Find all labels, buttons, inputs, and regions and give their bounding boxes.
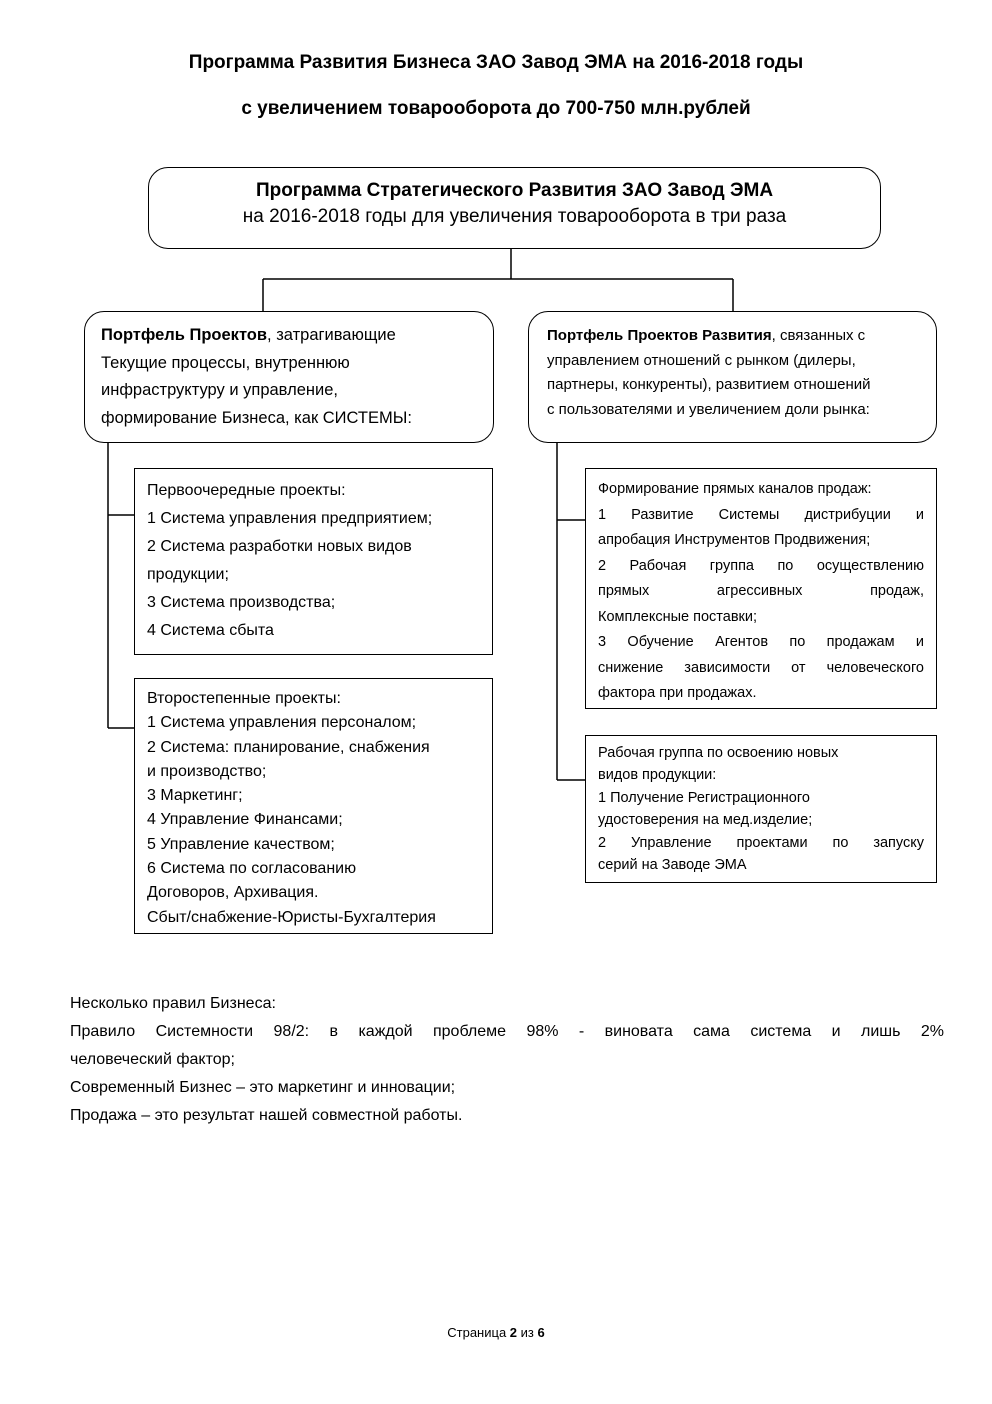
page-subtitle: с увеличением товарооборота до 700-750 млн.рублей [241, 98, 751, 119]
page-number [0, 1325, 992, 1340]
portfolio-text-line: Текущие процессы, внутреннюю [101, 353, 350, 372]
list-item: Договоров, Архивация. [147, 884, 319, 902]
list-item: серий на Заводе ЭМА [598, 857, 747, 874]
page-title: Программа Развития Бизнеса ЗАО Завод ЭМА на 2016-2018 годы [188, 52, 804, 73]
list-item: 4 Управление Финансами; [147, 811, 343, 829]
list-item: 1 Система управления предприятием; [147, 510, 433, 527]
secondary-projects-node [134, 678, 493, 934]
list-item: 2 Система разработки новых видов [147, 538, 412, 555]
page-number-total: 6 [537, 1325, 545, 1340]
direct-sales-channels-node [585, 468, 937, 709]
portfolio-text-line: партнеры, конкуренты), развитием отношений [547, 376, 871, 393]
list-item: 1 Система управления персоналом; [147, 714, 417, 732]
list-item: 2 Система: планирование, снабжения [147, 738, 430, 756]
portfolio-text-line: с пользователями и увеличением доли рынка: [547, 400, 870, 418]
rule-modern-business: Современный Бизнес – это маркетинг и инновации; [70, 1079, 456, 1096]
current-processes-portfolio-node [84, 311, 494, 443]
development-portfolio-node [528, 311, 937, 443]
list-item: 3 Маркетинг; [147, 787, 243, 805]
list-item: 2 Управление проектами по запуску [598, 834, 924, 851]
list-item: 3 Обучение Агентов по продажам и [598, 634, 924, 650]
list-item: Комплексные поставки; [598, 608, 758, 625]
new-products-group-node [585, 735, 937, 883]
list-item: 5 Управление качеством; [147, 835, 335, 853]
strategic-program-node [148, 167, 881, 249]
page-number-current: 2 [509, 1325, 518, 1340]
list-item: 1 Развитие Системы дистрибуции и [598, 506, 924, 523]
list-item: Первоочередные проекты: [147, 482, 346, 499]
business-rules [70, 990, 944, 1130]
strategic-program-heading: Программа Стратегического Развития ЗАО Завод ЭМА [255, 180, 774, 201]
portfolio-text-line: управлением отношений с рынком (дилеры, [547, 351, 856, 369]
list-item: 1 Получение Регистрационного [598, 789, 810, 806]
list-item: Сбыт/снабжение-Юристы-Бухгалтерия [147, 908, 436, 926]
portfolio-text-line: , связанных с [771, 327, 866, 344]
list-item: и производство; [147, 762, 267, 780]
list-item: 6 Система по согласованию [147, 860, 357, 878]
list-item: 2 Рабочая группа по осуществлению [598, 557, 924, 574]
strategic-program-subheading: на 2016-2018 годы для увеличения товарооборота в три раза [242, 206, 787, 227]
portfolio-title: Портфель Проектов [101, 326, 268, 344]
rule-systemic-line: Правило Системности 98/2: в каждой проблеме 98% - виновата сама система и лишь 2% [70, 1023, 944, 1040]
list-item: апробация Инструментов Продвижения; [598, 532, 871, 548]
list-item: удостоверения на мед.изделие; [598, 812, 813, 829]
list-item: видов продукции: [598, 767, 717, 784]
page-number-prefix: Страница [447, 1325, 507, 1340]
rule-systemic-line: человеческий фактор; [70, 1051, 235, 1068]
list-item: Рабочая группа по освоению новых [598, 745, 839, 761]
list-item: Формирование прямых каналов продаж: [598, 481, 872, 497]
rules-heading: Несколько правил Бизнеса: [70, 995, 276, 1012]
list-item: фактора при продажах. [598, 685, 757, 701]
rule-sales: Продажа – это результат нашей совместной работы. [70, 1107, 463, 1124]
list-item: 3 Система производства; [147, 594, 336, 611]
list-item: снижение зависимости от человеческого [598, 659, 924, 676]
list-item: 4 Система сбыта [147, 622, 274, 639]
portfolio-text-line: формирование Бизнеса, как СИСТЕМЫ: [101, 408, 412, 427]
primary-projects-node [134, 468, 493, 655]
portfolio-title: Портфель Проектов Развития [547, 327, 772, 344]
portfolio-text-line: инфраструктуру и управление, [101, 381, 338, 399]
page-number-separator: из [520, 1325, 534, 1340]
portfolio-text-line: , затрагивающие [267, 326, 396, 344]
list-item: прямых агрессивных продаж, [598, 583, 924, 599]
list-item: Второстепенные проекты: [147, 690, 341, 707]
list-item: продукции; [147, 566, 229, 583]
